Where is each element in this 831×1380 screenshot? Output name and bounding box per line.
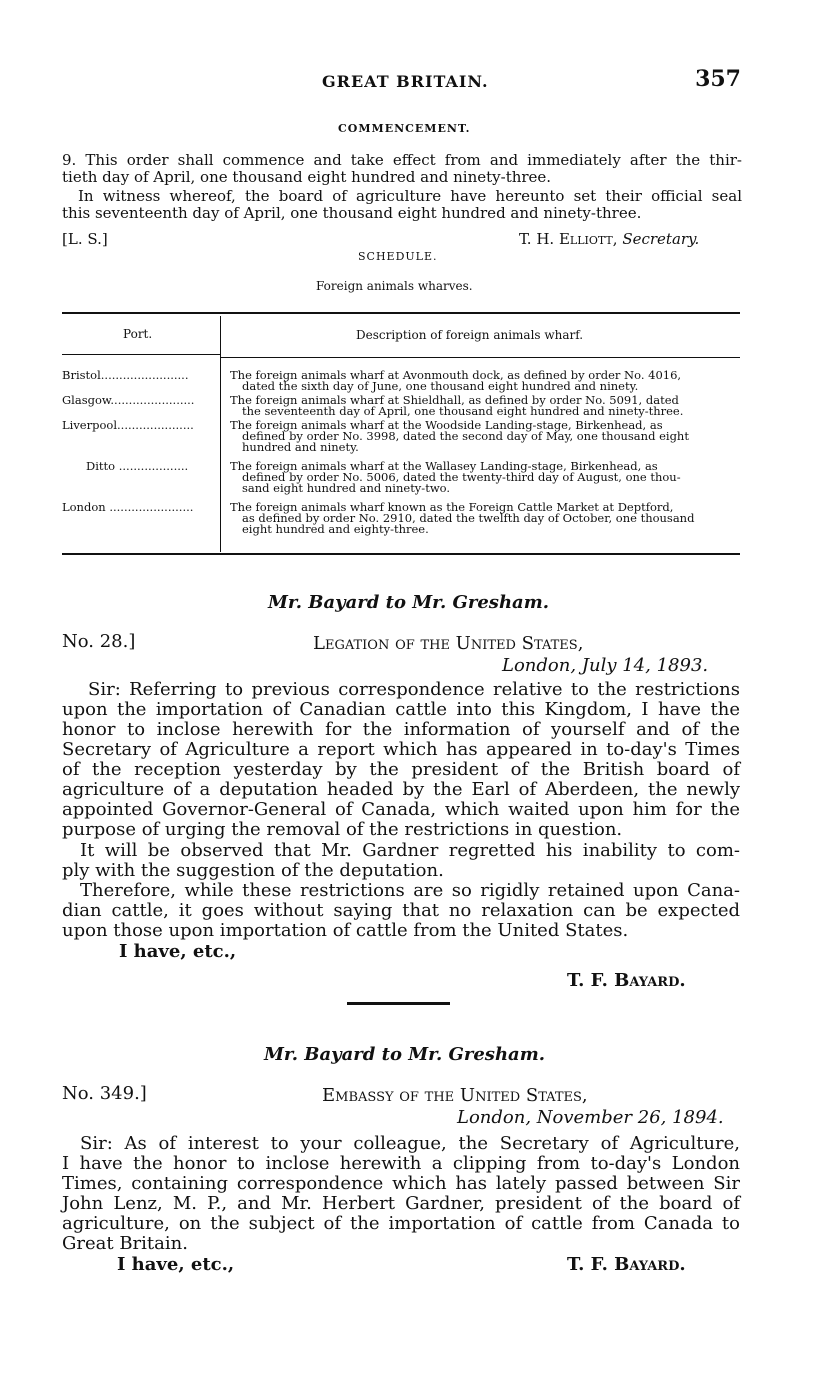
table-row-desc: defined by order No. 3998, dated the second day of May, one thousand eight bbox=[242, 429, 689, 443]
table-row-port: London ....................... bbox=[62, 500, 194, 514]
letter1-line: upon the importation of Canadian cattle into this Kingdom, I have the bbox=[62, 699, 740, 720]
order-signature bbox=[519, 231, 699, 248]
letter2-line: agriculture, on the subject of the importation of cattle from Canada to bbox=[62, 1213, 740, 1234]
letter2-line: Great Britain. bbox=[62, 1233, 188, 1254]
port-name: Glasgow bbox=[62, 393, 111, 407]
table-header-rule-left bbox=[62, 354, 220, 355]
port-name: London bbox=[62, 500, 106, 514]
letter1-signature: T. F. Bayard. bbox=[567, 970, 686, 991]
letter1-line: Sir: Referring to previous correspondence relative to the restrictions bbox=[88, 679, 740, 700]
table-header-rule-right bbox=[221, 357, 740, 358]
col-header-port: Port. bbox=[123, 327, 153, 341]
letter2-title: Mr. Bayard to Mr. Gresham. bbox=[264, 1044, 546, 1065]
schedule-subtitle: Foreign animals wharves. bbox=[316, 279, 473, 293]
table-row-port: Ditto ................... bbox=[86, 459, 189, 473]
order-para1-line1: 9. This order shall commence and take effect from and immediately after the thir- bbox=[62, 151, 742, 169]
table-row-desc: defined by order No. 5006, dated the twenty-third day of August, one thou- bbox=[242, 470, 681, 484]
port-name: Bristol bbox=[62, 368, 101, 382]
order-para1-line2: tieth day of April, one thousand eight hundred and ninety-three. bbox=[62, 168, 552, 186]
table-row-desc: The foreign animals wharf at the Wallasey Landing-stage, Birkenhead, as bbox=[230, 459, 658, 473]
table-row-desc: The foreign animals wharf known as the Foreign Cattle Market at Deptford, bbox=[230, 500, 674, 514]
letter1-line: of the reception yesterday by the president of the British board of bbox=[62, 759, 740, 780]
letter2-line: Times, containing correspondence which has lately passed between Sir bbox=[62, 1173, 740, 1194]
table-row-desc: eight hundred and eighty-three. bbox=[242, 522, 429, 536]
letter1-line: ply with the suggestion of the deputation. bbox=[62, 860, 444, 881]
order-signature-title: Secretary. bbox=[622, 230, 700, 248]
letter1-line: upon those upon importation of cattle from the United States. bbox=[62, 920, 629, 941]
letter2-line: I have the honor to inclose herewith a clipping from to-day's London bbox=[62, 1153, 740, 1174]
order-para2-line1: In witness whereof, the board of agriculture have hereunto set their official seal bbox=[78, 187, 742, 205]
letter2-place-date: London, November 26, 1894. bbox=[457, 1107, 724, 1128]
section-heading: COMMENCEMENT. bbox=[338, 122, 471, 135]
table-row-desc: The foreign animals wharf at the Woodside Landing-stage, Birkenhead, as bbox=[230, 418, 663, 432]
letter1-line: It will be observed that Mr. Gardner regretted his inability to com- bbox=[80, 840, 740, 861]
schedule-heading: SCHEDULE. bbox=[358, 250, 438, 263]
letter1-line: appointed Governor-General of Canada, which waited upon him for the bbox=[62, 799, 740, 820]
table-row-desc: The foreign animals wharf at Shieldhall, as defined by order No. 5091, dated bbox=[230, 393, 679, 407]
letter1-line: agriculture of a deputation headed by the Earl of Aberdeen, the newly bbox=[62, 779, 740, 800]
table-row-desc: sand eight hundred and ninety-two. bbox=[242, 481, 451, 495]
letter1-line: honor to inclose herewith for the information of yourself and of the bbox=[62, 719, 740, 740]
table-column-divider bbox=[220, 316, 221, 552]
port-name: Liverpool bbox=[62, 418, 118, 432]
page-number: 357 bbox=[695, 66, 741, 92]
letter1-line: Secretary of Agriculture a report which has appeared in to-day's Times bbox=[62, 739, 740, 760]
table-row-port: Liverpool..................... bbox=[62, 418, 194, 432]
letter1-line: Therefore, while these restrictions are so rigidly retained upon Cana- bbox=[80, 880, 740, 901]
col-header-description: Description of foreign animals wharf. bbox=[356, 328, 584, 342]
running-title: GREAT BRITAIN. bbox=[322, 72, 489, 91]
table-row-port: Bristol........................ bbox=[62, 368, 189, 382]
table-bottom-rule bbox=[62, 553, 740, 555]
table-row-desc: dated the sixth day of June, one thousand eight hundred and ninety. bbox=[242, 379, 639, 393]
order-signature-name: T. H. Elliott, bbox=[519, 230, 618, 248]
letter1-title: Mr. Bayard to Mr. Gresham. bbox=[268, 592, 550, 613]
letter2-closing: I have, etc., bbox=[117, 1254, 235, 1275]
section-divider bbox=[347, 1002, 450, 1005]
port-name: Ditto bbox=[86, 459, 116, 473]
letter1-line: purpose of urging the removal of the restrictions in question. bbox=[62, 819, 623, 840]
table-row-desc: the seventeenth day of April, one thousand eight hundred and ninety-three. bbox=[242, 404, 684, 418]
table-row-desc: hundred and ninety. bbox=[242, 440, 359, 454]
table-row-desc: as defined by order No. 2910, dated the twelfth day of October, one thousand bbox=[242, 511, 695, 525]
letter1-legation: Legation of the United States, bbox=[313, 633, 584, 654]
letter2-embassy: Embassy of the United States, bbox=[322, 1085, 588, 1106]
letter2-signature: T. F. Bayard. bbox=[567, 1254, 686, 1275]
order-para2-line2: this seventeenth day of April, one thousand eight hundred and ninety-three. bbox=[62, 204, 642, 222]
table-row-port: Glasgow....................... bbox=[62, 393, 195, 407]
letter1-line: dian cattle, it goes without saying that no relaxation can be expected bbox=[62, 900, 740, 921]
letter2-line: Sir: As of interest to your colleague, the Secretary of Agriculture, bbox=[80, 1133, 740, 1154]
letter2-number: No. 349.] bbox=[62, 1083, 147, 1104]
letter1-closing: I have, etc., bbox=[119, 941, 237, 962]
table-top-rule bbox=[62, 312, 740, 314]
letter2-line: John Lenz, M. P., and Mr. Herbert Gardner, president of the board of bbox=[62, 1193, 740, 1214]
letter1-place-date: London, July 14, 1893. bbox=[502, 655, 709, 676]
seal: [L. S.] bbox=[62, 230, 108, 248]
table-row-desc: The foreign animals wharf at Avonmouth dock, as defined by order No. 4016, bbox=[230, 368, 682, 382]
letter1-number: No. 28.] bbox=[62, 631, 136, 652]
